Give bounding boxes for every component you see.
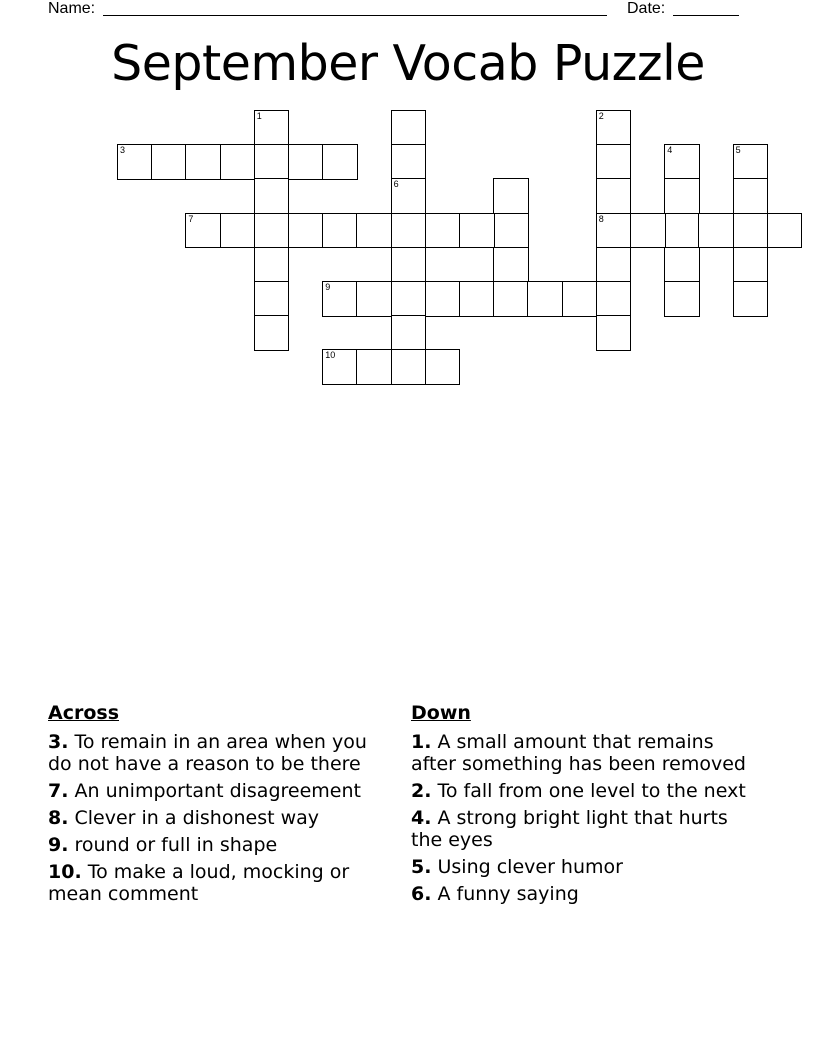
clue-down-5 [411,856,756,878]
crossword-cell[interactable] [288,213,324,249]
crossword-grid [0,0,816,400]
clue-down-4 [411,807,756,851]
clue-number: 8. [48,807,69,829]
clue-across-8 [48,807,388,829]
crossword-cell[interactable] [322,144,358,180]
crossword-cell[interactable] [391,281,427,317]
cell-number: 9 [325,282,331,292]
clue-text: A funny saying [437,883,579,905]
crossword-cell[interactable] [664,178,700,214]
clue-across-3 [48,731,388,775]
crossword-cell[interactable] [391,178,427,214]
clue-number: 6. [411,883,432,905]
cell-number: 7 [188,213,194,224]
crossword-cell[interactable] [596,315,632,351]
crossword-cell[interactable] [596,110,632,146]
crossword-cell[interactable] [254,178,290,214]
crossword-cell[interactable] [596,144,632,180]
crossword-cell[interactable] [562,281,598,317]
crossword-cell[interactable] [322,349,358,385]
cell-number: 5 [735,145,741,156]
crossword-cell[interactable] [733,247,769,283]
clue-down-2 [411,780,756,802]
crossword-cell[interactable] [767,213,803,249]
clue-text: Clever in a dishonest way [74,807,320,829]
crossword-cell[interactable] [254,247,290,283]
across-heading: Across [48,702,120,724]
crossword-cell[interactable] [596,247,632,283]
clue-text: A strong bright light that hurts the eyes [411,807,728,851]
crossword-cell[interactable] [425,281,461,317]
clue-number: 7. [48,780,69,802]
crossword-cell[interactable] [733,144,769,180]
crossword-cell[interactable] [185,144,221,180]
crossword-cell[interactable] [391,315,427,351]
crossword-cell[interactable] [220,213,256,249]
crossword-cell[interactable] [356,213,392,249]
crossword-cell[interactable] [322,281,358,317]
crossword-cell[interactable] [117,144,153,180]
cell-number: 8 [598,213,604,224]
clue-text: Using clever humor [437,856,623,878]
crossword-cell[interactable] [733,178,769,214]
crossword-cell[interactable] [596,213,632,249]
down-heading: Down [411,702,471,724]
cell-number: 10 [325,350,336,361]
clue-across-10 [48,861,388,905]
crossword-cell[interactable] [391,349,427,385]
crossword-cell[interactable] [356,281,392,317]
clue-down-6 [411,883,756,905]
crossword-cell[interactable] [425,213,461,249]
crossword-cell[interactable] [493,281,529,317]
clue-text: An unimportant disagreement [74,780,361,802]
crossword-cell[interactable] [733,281,769,317]
clue-number: 9. [48,834,69,856]
clue-number: 10. [48,861,82,883]
across-clues [48,702,388,910]
crossword-cell[interactable] [220,144,256,180]
crossword-cell[interactable] [322,213,358,249]
cell-number: 6 [393,179,399,190]
crossword-cell[interactable] [733,213,769,249]
clue-down-1 [411,731,756,775]
crossword-cell[interactable] [664,247,700,283]
crossword-cell[interactable] [596,178,632,214]
crossword-cell[interactable] [391,110,427,146]
crossword-cell[interactable] [391,144,427,180]
crossword-cell[interactable] [254,110,290,146]
crossword-cell[interactable] [391,247,427,283]
crossword-cell[interactable] [391,213,427,249]
crossword-cell[interactable] [254,281,290,317]
clue-text: round or full in shape [74,834,278,856]
cell-number: 3 [120,145,126,156]
crossword-cell[interactable] [185,213,221,249]
crossword-cell[interactable] [493,213,529,249]
crossword-cell[interactable] [356,349,392,385]
crossword-cell[interactable] [664,213,700,249]
crossword-cell[interactable] [459,213,495,249]
crossword-cell[interactable] [493,178,529,214]
name-label: Name: [48,0,96,17]
cell-number: 2 [598,111,604,121]
clue-across-9 [48,834,388,856]
clue-text: To make a loud, mocking or mean comment [48,861,350,905]
crossword-cell[interactable] [459,281,495,317]
cell-number: 4 [667,145,673,156]
clue-text: To fall from one level to the next [437,780,746,802]
crossword-cell[interactable] [664,281,700,317]
clue-text: A small amount that remains after something has been removed [411,731,746,775]
crossword-cell[interactable] [630,213,666,249]
crossword-cell[interactable] [254,213,290,249]
crossword-cell[interactable] [493,247,529,283]
page-title: September Vocab Puzzle [111,35,705,92]
clue-text: To remain in an area when you do not have a reason to be there [48,731,367,775]
crossword-cell[interactable] [527,281,563,317]
crossword-cell[interactable] [596,281,632,317]
crossword-cell[interactable] [254,144,290,180]
date-label: Date: [627,0,666,17]
clue-number: 3. [48,731,69,753]
clue-number: 4. [411,807,432,829]
clue-number: 2. [411,780,432,802]
crossword-cell[interactable] [254,315,290,351]
crossword-cell[interactable] [425,349,461,385]
crossword-cell[interactable] [664,144,700,180]
down-clues [411,702,756,910]
crossword-cell[interactable] [698,213,734,249]
clue-number: 1. [411,731,432,753]
clue-across-7 [48,780,388,802]
crossword-cell[interactable] [288,144,324,180]
cell-number: 1 [256,111,262,121]
clue-number: 5. [411,856,432,878]
crossword-cell[interactable] [151,144,187,180]
